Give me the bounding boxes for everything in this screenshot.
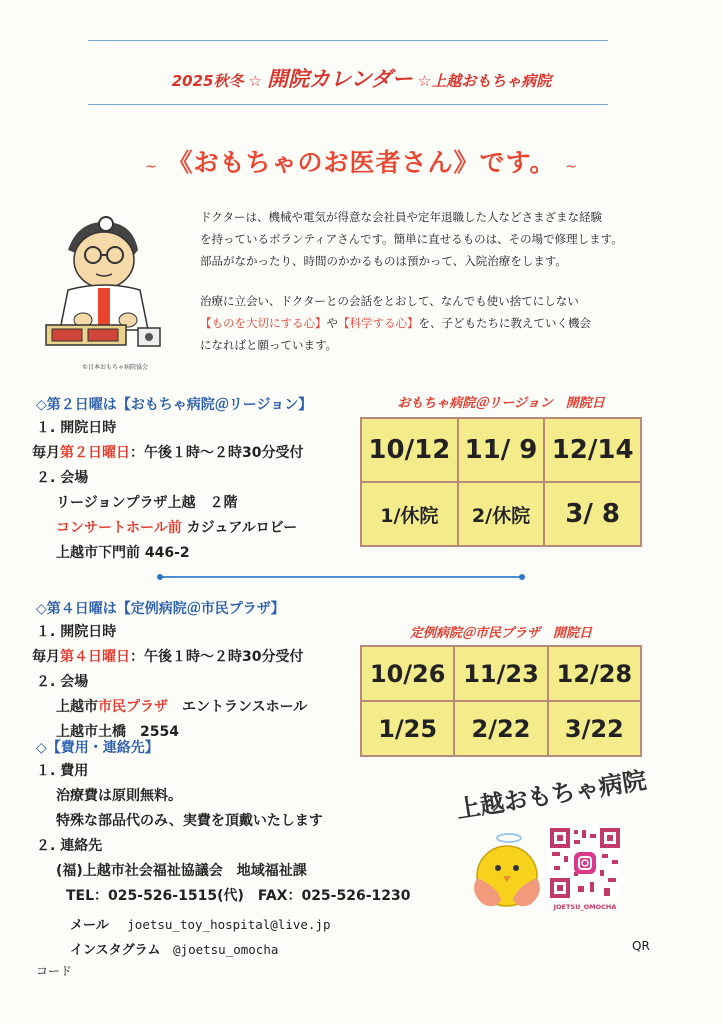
calendar-regional (360, 417, 642, 547)
calendar-title: 開院カレンダー (267, 67, 413, 91)
tilde-right: ~ (565, 159, 578, 175)
item-label: ２. 連絡先 (36, 838, 103, 854)
chick-mascot-illustration (465, 830, 550, 915)
fee-line: 治療費は原則無料。 (56, 788, 182, 804)
contact-org: (福)上越市社会福祉協議会 地域福祉課 (56, 863, 307, 879)
divider-dot (519, 574, 525, 580)
intro-line: を持っているボランティアさんです。簡単に直せるものは、その場で修理します。 (200, 232, 623, 246)
main-title (0, 143, 723, 179)
intro-line: ドクターは、機械や電気が得意な会社員や定年退職した人などさまざまな経験 (200, 210, 603, 224)
section-heading: ◇【費用・連絡先】 (36, 740, 159, 756)
venue-address: 上越市土橋 2554 (56, 724, 179, 740)
schedule-line (32, 441, 366, 466)
instagram-line (70, 939, 278, 958)
qr-label: QR (632, 939, 650, 953)
calendar-cell: 11/ 9 (458, 418, 545, 482)
calendar-cell: 1/休院 (361, 482, 458, 546)
star-icon: ☆ (248, 72, 262, 90)
calendar-cell: 10/26 (361, 646, 454, 701)
schedule-time: ：午後１時～２時30分受付 (130, 445, 304, 461)
calendar-cell: 1/25 (361, 701, 454, 756)
intro-connector: や (326, 316, 338, 330)
schedule-prefix: 毎月 (32, 445, 60, 461)
calendar-cell: 3/22 (548, 701, 641, 756)
item-label: １. 費用 (36, 763, 89, 779)
section-heading: ◇第２日曜は【おもちゃ病院＠リージョン】 (36, 397, 313, 413)
item-label: １. 開院日時 (36, 624, 117, 640)
venue-line (56, 695, 366, 720)
calendar-cell: 11/23 (454, 646, 547, 701)
instagram-label: インスタグラム (70, 943, 161, 958)
schedule-prefix: 毎月 (32, 649, 60, 665)
contact-phone: TEL：025-526-1515(代) FAX：025-526-1230 (66, 888, 411, 904)
section-regional (32, 394, 366, 566)
season-label: 2025秋冬 (171, 72, 244, 90)
calendar-cell: 12/14 (544, 418, 641, 482)
calendar-cell: 10/12 (361, 418, 458, 482)
schedule-day: 第２日曜日 (60, 445, 130, 461)
qr-label-tail: コード (36, 964, 73, 978)
fee-line: 特殊な部品代のみ、実費を頂戴いたします (56, 813, 323, 829)
mail-label: メール (70, 918, 109, 933)
calendar-cell: 2/休院 (458, 482, 545, 546)
venue-address: 上越市下門前 446-2 (56, 545, 190, 561)
calendar-cell: 12/28 (548, 646, 641, 701)
schedule-time: ：午後１時～２時30分受付 (130, 649, 304, 665)
section-civic (32, 598, 366, 745)
section-divider (160, 576, 522, 578)
item-label: ２. 会場 (36, 674, 89, 690)
instagram-handle[interactable]: @joetsu_omocha (173, 942, 279, 957)
intro-line (200, 312, 680, 334)
intro-line-tail: を、子どもたちに教えていく機会 (418, 316, 591, 330)
item-label: １. 開院日時 (36, 420, 117, 436)
schedule-day: 第４日曜日 (60, 649, 130, 665)
mail-line (70, 914, 330, 933)
qr-code[interactable] (548, 826, 622, 900)
intro-spacer (200, 272, 680, 290)
header-rule-bottom (88, 104, 608, 105)
venue-line (56, 516, 366, 541)
mail-address[interactable]: joetsu_toy_hospital@live.jp (127, 917, 331, 932)
tilde-left: ~ (145, 159, 158, 175)
intro-text (200, 206, 680, 356)
section-heading: ◇第４日曜は【定例病院＠市民プラザ】 (36, 601, 285, 617)
intro-line: 治療に立会い、ドクターとの会話をとおして、なんでも使い捨てにしない (200, 294, 579, 308)
header-rule-top (88, 40, 608, 41)
venue-line: リージョンプラザ上越 ２階 (56, 495, 238, 511)
schedule-line (32, 645, 366, 670)
main-title-text: 《おもちゃのお医者さん》です。 (167, 148, 556, 177)
phrase-science: 【科学する心】 (338, 316, 419, 330)
hospital-logo-text: 上越おもちゃ病院 (454, 766, 649, 824)
venue-highlight: 市民プラザ (98, 699, 168, 715)
venue-city: 上越市 (56, 699, 98, 715)
intro-line: 部品がなかったり、時間のかかるものは預かって、入院治療をします。 (200, 254, 567, 268)
item-label: ２. 会場 (36, 470, 89, 486)
phrase-care: 【ものを大切にする心】 (200, 316, 327, 330)
calendar-caption: 定例病院＠市民プラザ 開院日 (409, 626, 592, 641)
header-title (0, 63, 723, 93)
intro-line: になればと願っています。 (200, 338, 338, 352)
doctor-illustration (38, 210, 178, 360)
qr-caption: JOETSU_OMOCHA (553, 903, 617, 911)
venue-rest: カジュアルロビー (181, 520, 298, 536)
calendar-cell: 3/ 8 (544, 482, 641, 546)
illustration-credit: ©日本おもちゃ病院協会 (82, 364, 149, 371)
organizer-name: ☆上越おもちゃ病院 (417, 72, 552, 90)
venue-highlight: コンサートホール前 (56, 520, 182, 536)
venue-rest: エントランスホール (168, 699, 308, 715)
section-fees (36, 737, 436, 909)
calendar-cell: 2/22 (454, 701, 547, 756)
divider-dot (157, 574, 163, 580)
calendar-caption: おもちゃ病院＠リージョン 開院日 (397, 396, 605, 411)
